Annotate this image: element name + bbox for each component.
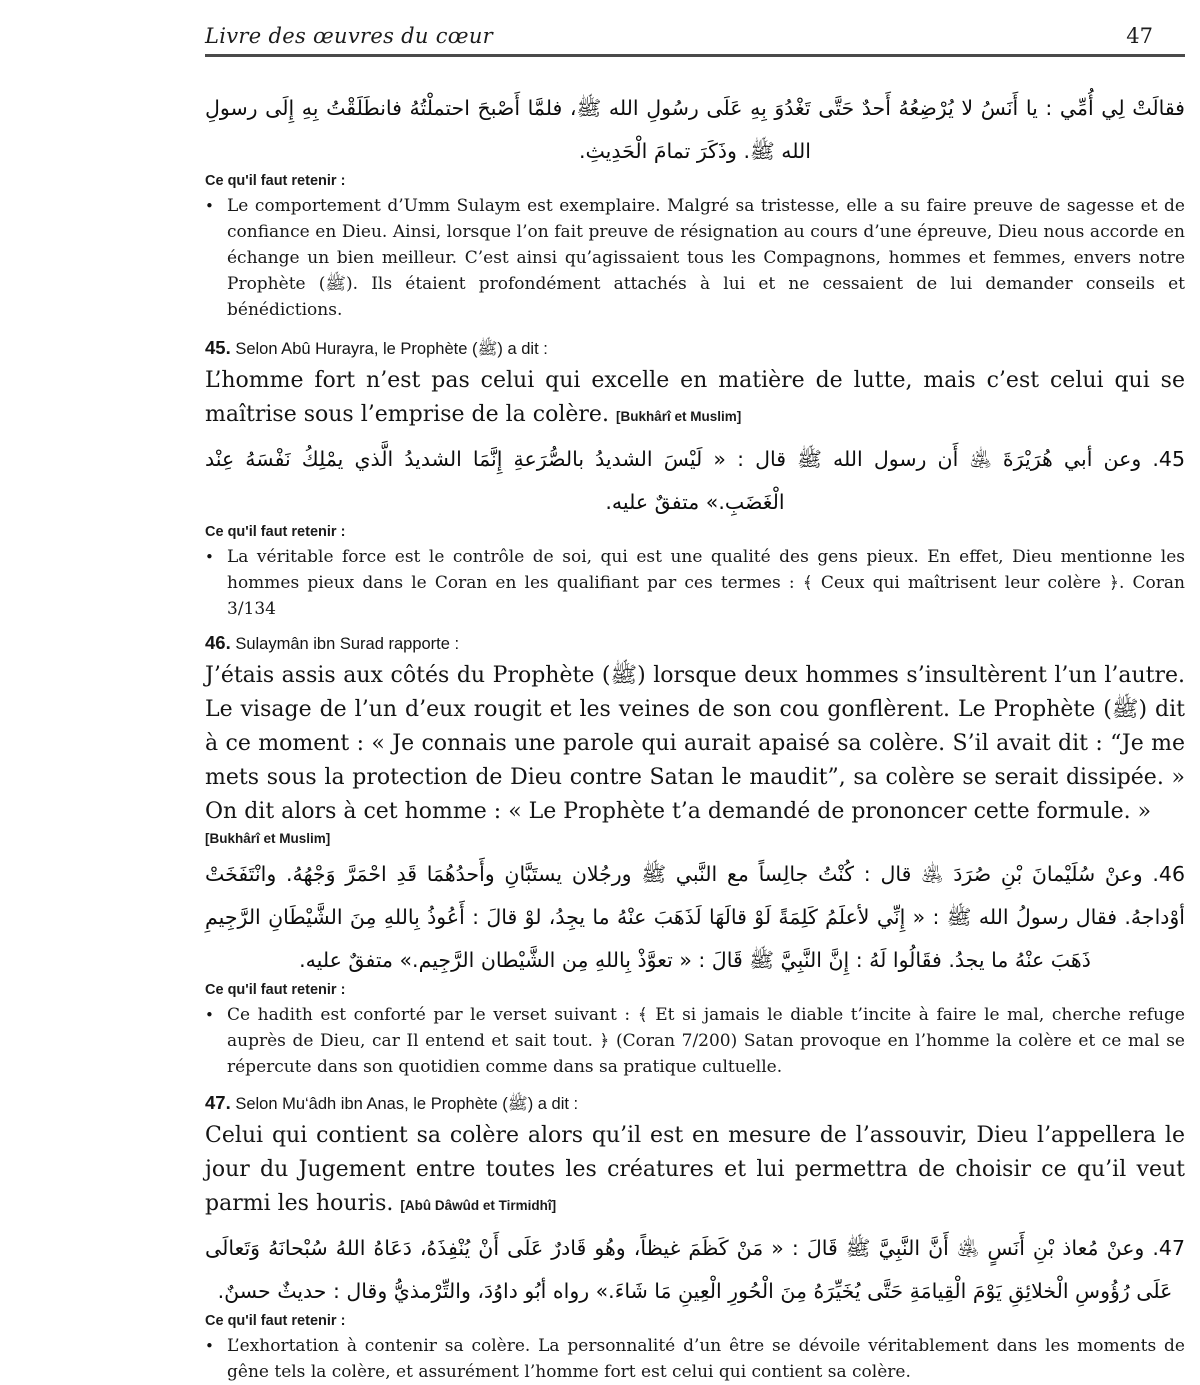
bullet-icon: • [205,197,214,215]
hadith-section-47 [205,1092,1185,1385]
note-label: Ce qu'il faut retenir : [205,524,346,540]
arabic-line: الْغَضَبِ.» متفقٌ عليه. [605,490,785,514]
hadith-translation [205,364,1185,434]
source-attribution: [Abû Dâwûd et Tirmidhî] [400,1198,557,1213]
arabic-line: الله ﷺ. وذَكَرَ تمامَ الْحَدِيثِ. [579,139,811,163]
note-bullet-text: La véritable force est le contrôle de soi, qui est une qualité des gens pieux. En effet, Dieu mentionne les hommes pieux dans le Coran en les qualifiant par ces termes : ﴾ Ceux qui maîtrisent leur colère ﴿. Coran 3/134 [227,547,1185,619]
page-header [205,24,1185,57]
arabic-hadith [205,1227,1185,1313]
bullet-icon: • [205,548,214,566]
hadith-translation [205,1119,1185,1223]
arabic-line: 47. وعنْ مُعاذ بْنِ أَنَسٍ ﵁ أَنَّ النَّبِيَّ ﷺ قَالَ : « مَنْ كَظَمَ غيظاً، وهُو قَادرٌ عَلَى أَنْ يُنْفِذَهُ، دَعَاهُ اللهُ سُبْحانَهُ وَتَعالَى [205,1236,1185,1260]
note-bullet [205,544,1185,622]
arabic-line: عَلَى رُؤُوسِ الْخلائِقِ يَوْمَ الْقِيامَةِ حَتَّى يُخَيِّرَهُ مِنَ الْحُورِ الْعِينِ مَا شَاءَ.» رواه أبُو داوُدَ، والتِّرْمذيُّ وقال : حديثٌ حسنٌ. [217,1279,1173,1303]
arabic-line: أوْداجهُ. فقال رسولُ الله ﷺ : « إِنِّي لأعلَمُ كَلِمَةً لَوْ قالَهَا لَذَهَبَ عنْهُ ما يجِدُ، لوْ قالَ : أَعُوذُ بِاللهِ مِنَ الشَّيْطَانِ الرَّجِيمِ [205,905,1185,929]
bullet-icon: • [205,1006,214,1024]
note-bullet [205,1333,1185,1385]
note-label: Ce qu'il faut retenir : [205,982,346,998]
arabic-line: 46. وعنْ سُلَيْمانَ بْنِ صُرَدَ ﵁ قال : كُنْتُ جالِساً مع النَّبي ﷺ ورجُلان يستَبَّانِ وأَحدُهُمَا قَدِ احْمَرَّ وَجْهُهُ. وانْتَفَخَتْ [205,862,1185,886]
book-title: Livre des œuvres du cœur [205,24,493,48]
hadith-translation-text: Celui qui contient sa colère alors qu’il est en mesure de l’assouvir, Dieu l’appellera le jour du Jugement entre toutes les créatures et lui permettra de choisir ce qu’il veut parmi les houris. [205,1123,1185,1216]
hadith-translation-text: J’étais assis aux côtés du Prophète (ﷺ) lorsque deux hommes s’insultèrent l’un l’autre. Le visage de l’un d’eux rougit et les veines de son cou gonflèrent. Le Prophète (ﷺ) dit à ce moment : « Je connais une parole qui aurait apaisé sa colère. S’il avait dit : “Je me mets sous la protection de Dieu contre Satan le maudit”, sa colère se serait dissipée. » On dit alors à cet homme : « Le Prophète t’a demandé de prononcer cette formule. » [205,663,1185,824]
note-label: Ce qu'il faut retenir : [205,1313,346,1329]
note-bullet-text: Ce hadith est conforté par le verset suivant : ﴾ Et si jamais le diable t’incite à faire le mal, cherche refuge auprès de Dieu, car Il entend et sait tout. ﴿ (Coran 7/200) Satan provoque en l’homme la colère et ce mal se répercute dans son quotidien comme dans sa pratique cultuelle. [227,1005,1185,1077]
hadith-section-45 [205,337,1185,622]
hadith-translation-text: L’homme fort n’est pas celui qui excelle en matière de lutte, mais c’est celui qui se maîtrise sous l’emprise de la colère. [205,368,1185,427]
arabic-hadith [205,853,1185,982]
arabic-line: فقالَتْ لِي أُمِّي : يا أَنَسُ لا يُرْضِعُهُ أَحدٌ حَتَّى تَغْدُوَ بِهِ عَلَى رسُولِ الله ﷺ، فلمَّا أَصْبحَ احتملْتُهُ فانطَلَقْتُ بِهِ إِلَى رسولِ [205,96,1185,120]
hadith-heading [205,632,1185,655]
note-bullet-text: L’exhortation à contenir sa colère. La personnalité d’un être se dévoile véritablement dans les moments de gêne tels la colère, et assurément l’homme fort est celui qui contient sa colère. [227,1336,1185,1382]
arabic-hadith [205,438,1185,524]
source-attribution: [Bukhârî et Muslim] [615,409,742,424]
hadith-title: Selon Mu‘âdh ibn Anas, le Prophète (ﷺ) a dit : [235,1095,579,1113]
hadith-title: Selon Abû Hurayra, le Prophète (ﷺ) a dit : [235,340,548,358]
arabic-line: 45. وعن أبي هُرَيْرَةَ ﵁ أَن رسول الله ﷺ قال : « لَيْسَ الشديدُ بالصُّرَعةِ إِنَّمَا الشديدُ الَّذي يمْلِكُ نَفْسَهُ عِنْد [205,447,1185,471]
hadith-number: 45. [205,337,231,358]
hadith-section-46 [205,632,1185,1080]
hadith-translation [205,659,1185,829]
note-bullet-text: Le comportement d’Umm Sulaym est exemplaire. Malgré sa tristesse, elle a su faire preuve de sagesse et de confiance en Dieu. Ainsi, lorsque l’on fait preuve de résignation au cours d’une épreuve, Dieu nous accorde en échange un bien meilleur. C’est ainsi qu’agissaient tous les Compagnons, hommes et femmes, envers notre Prophète (ﷺ). Ils étaient profondément attachés à lui et ne cessaient de lui demander conseils et bénédictions. [227,196,1185,320]
note-label: Ce qu'il faut retenir : [205,173,346,189]
arabic-line: ذَهَبَ عنْهُ ما يجدُ. فقَالُوا لَهُ : إِنَّ النَّبِيَّ ﷺ قَالَ : « تعوَّذْ بِاللهِ مِن الشَّيْطان الرَّجِيم.» متفقٌ عليه. [299,948,1091,972]
hadith-number: 47. [205,1092,231,1113]
source-attribution: [Bukhârî et Muslim] [205,831,331,846]
arabic-hadith-continuation [205,87,1185,173]
note-bullet [205,193,1185,323]
hadith-title: Sulaymân ibn Surad rapporte : [235,635,460,653]
hadith-heading [205,337,1185,360]
bullet-icon: • [205,1337,214,1355]
page-number: 47 [1126,24,1153,48]
hadith-heading [205,1092,1185,1115]
note-bullet [205,1002,1185,1080]
hadith-number: 46. [205,632,231,653]
